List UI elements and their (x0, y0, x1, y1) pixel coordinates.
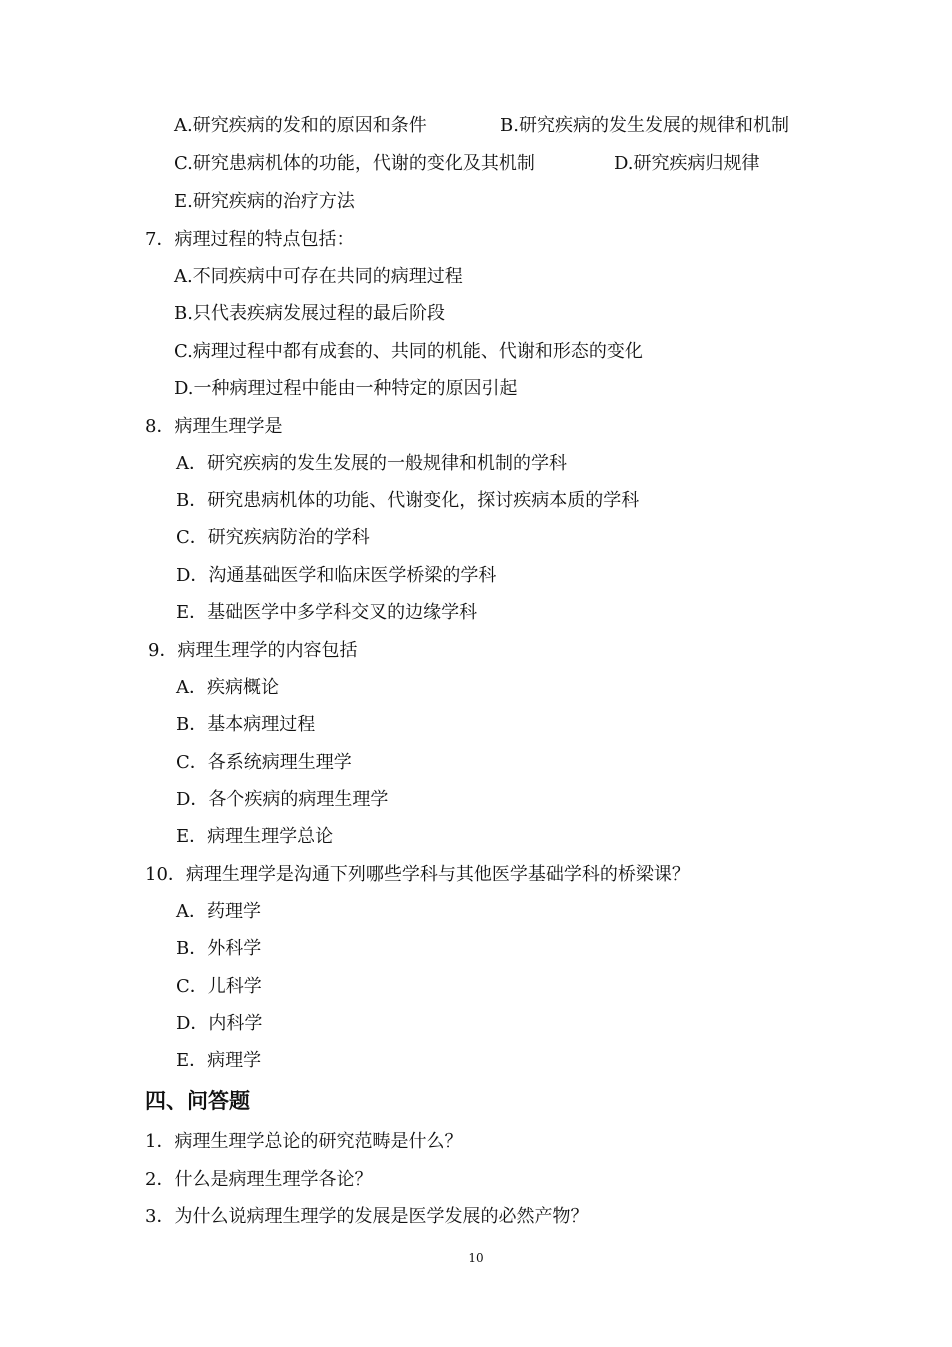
q10-option-d: D．内科学 (176, 1013, 263, 1034)
q8-stem: 8．病理生理学是 (145, 416, 283, 437)
q6-option-e: E.研究疾病的治疗方法 (174, 191, 355, 212)
q10-option-b: B．外科学 (176, 938, 262, 959)
q6-option-b: B.研究疾病的发生发展的规律和机制 (500, 115, 789, 136)
q7-option-d: D.一种病理过程中能由一种特定的原因引起 (174, 378, 518, 399)
q8-option-e: E．基础医学中多学科交叉的边缘学科 (176, 602, 478, 623)
q7-option-b: B.只代表疾病发展过程的最后阶段 (174, 303, 445, 324)
q8-option-b: B．研究患病机体的功能、代谢变化，探讨疾病本质的学科 (176, 490, 640, 511)
essay-question-3: 3．为什么说病理生理学的发展是医学发展的必然产物？ (145, 1206, 589, 1227)
page-number: 10 (468, 1251, 484, 1265)
q9-option-d: D．各个疾病的病理生理学 (176, 789, 389, 810)
q9-option-c: C．各系统病理生理学 (176, 752, 352, 773)
q8-option-a: A．研究疾病的发生发展的一般规律和机制的学科 (176, 453, 567, 474)
q6-option-a: A.研究疾病的发和的原因和条件 (174, 115, 427, 136)
q7-option-a: A.不同疾病中可存在共同的病理过程 (174, 266, 463, 287)
q8-option-d: D．沟通基础医学和临床医学桥梁的学科 (176, 565, 497, 586)
q7-option-c: C.病理过程中都有成套的、共同的机能、代谢和形态的变化 (174, 341, 643, 362)
q9-option-e: E．病理生理学总论 (176, 826, 334, 847)
q8-option-c: C．研究疾病防治的学科 (176, 527, 370, 548)
q6-option-c: C.研究患病机体的功能，代谢的变化及其机制 (174, 153, 535, 174)
essay-question-1: 1．病理生理学总论的研究范畴是什么？ (145, 1131, 463, 1152)
q9-option-b: B．基本病理过程 (176, 714, 316, 735)
q6-option-d: D.研究疾病归规律 (614, 153, 760, 174)
essay-question-2: 2．什么是病理生理学各论？ (145, 1169, 373, 1190)
q7-stem: 7．病理过程的特点包括： (145, 229, 355, 250)
q10-stem: 10．病理生理学是沟通下列哪些学科与其他医学基础学科的桥梁课？ (145, 864, 690, 885)
q9-stem: 9．病理生理学的内容包括 (148, 640, 358, 661)
section-heading: 四、问答题 (145, 1089, 250, 1113)
q9-option-a: A．疾病概论 (176, 677, 279, 698)
q10-option-a: A．药理学 (176, 901, 261, 922)
q10-option-e: E．病理学 (176, 1050, 262, 1071)
q10-option-c: C．儿科学 (176, 976, 262, 997)
